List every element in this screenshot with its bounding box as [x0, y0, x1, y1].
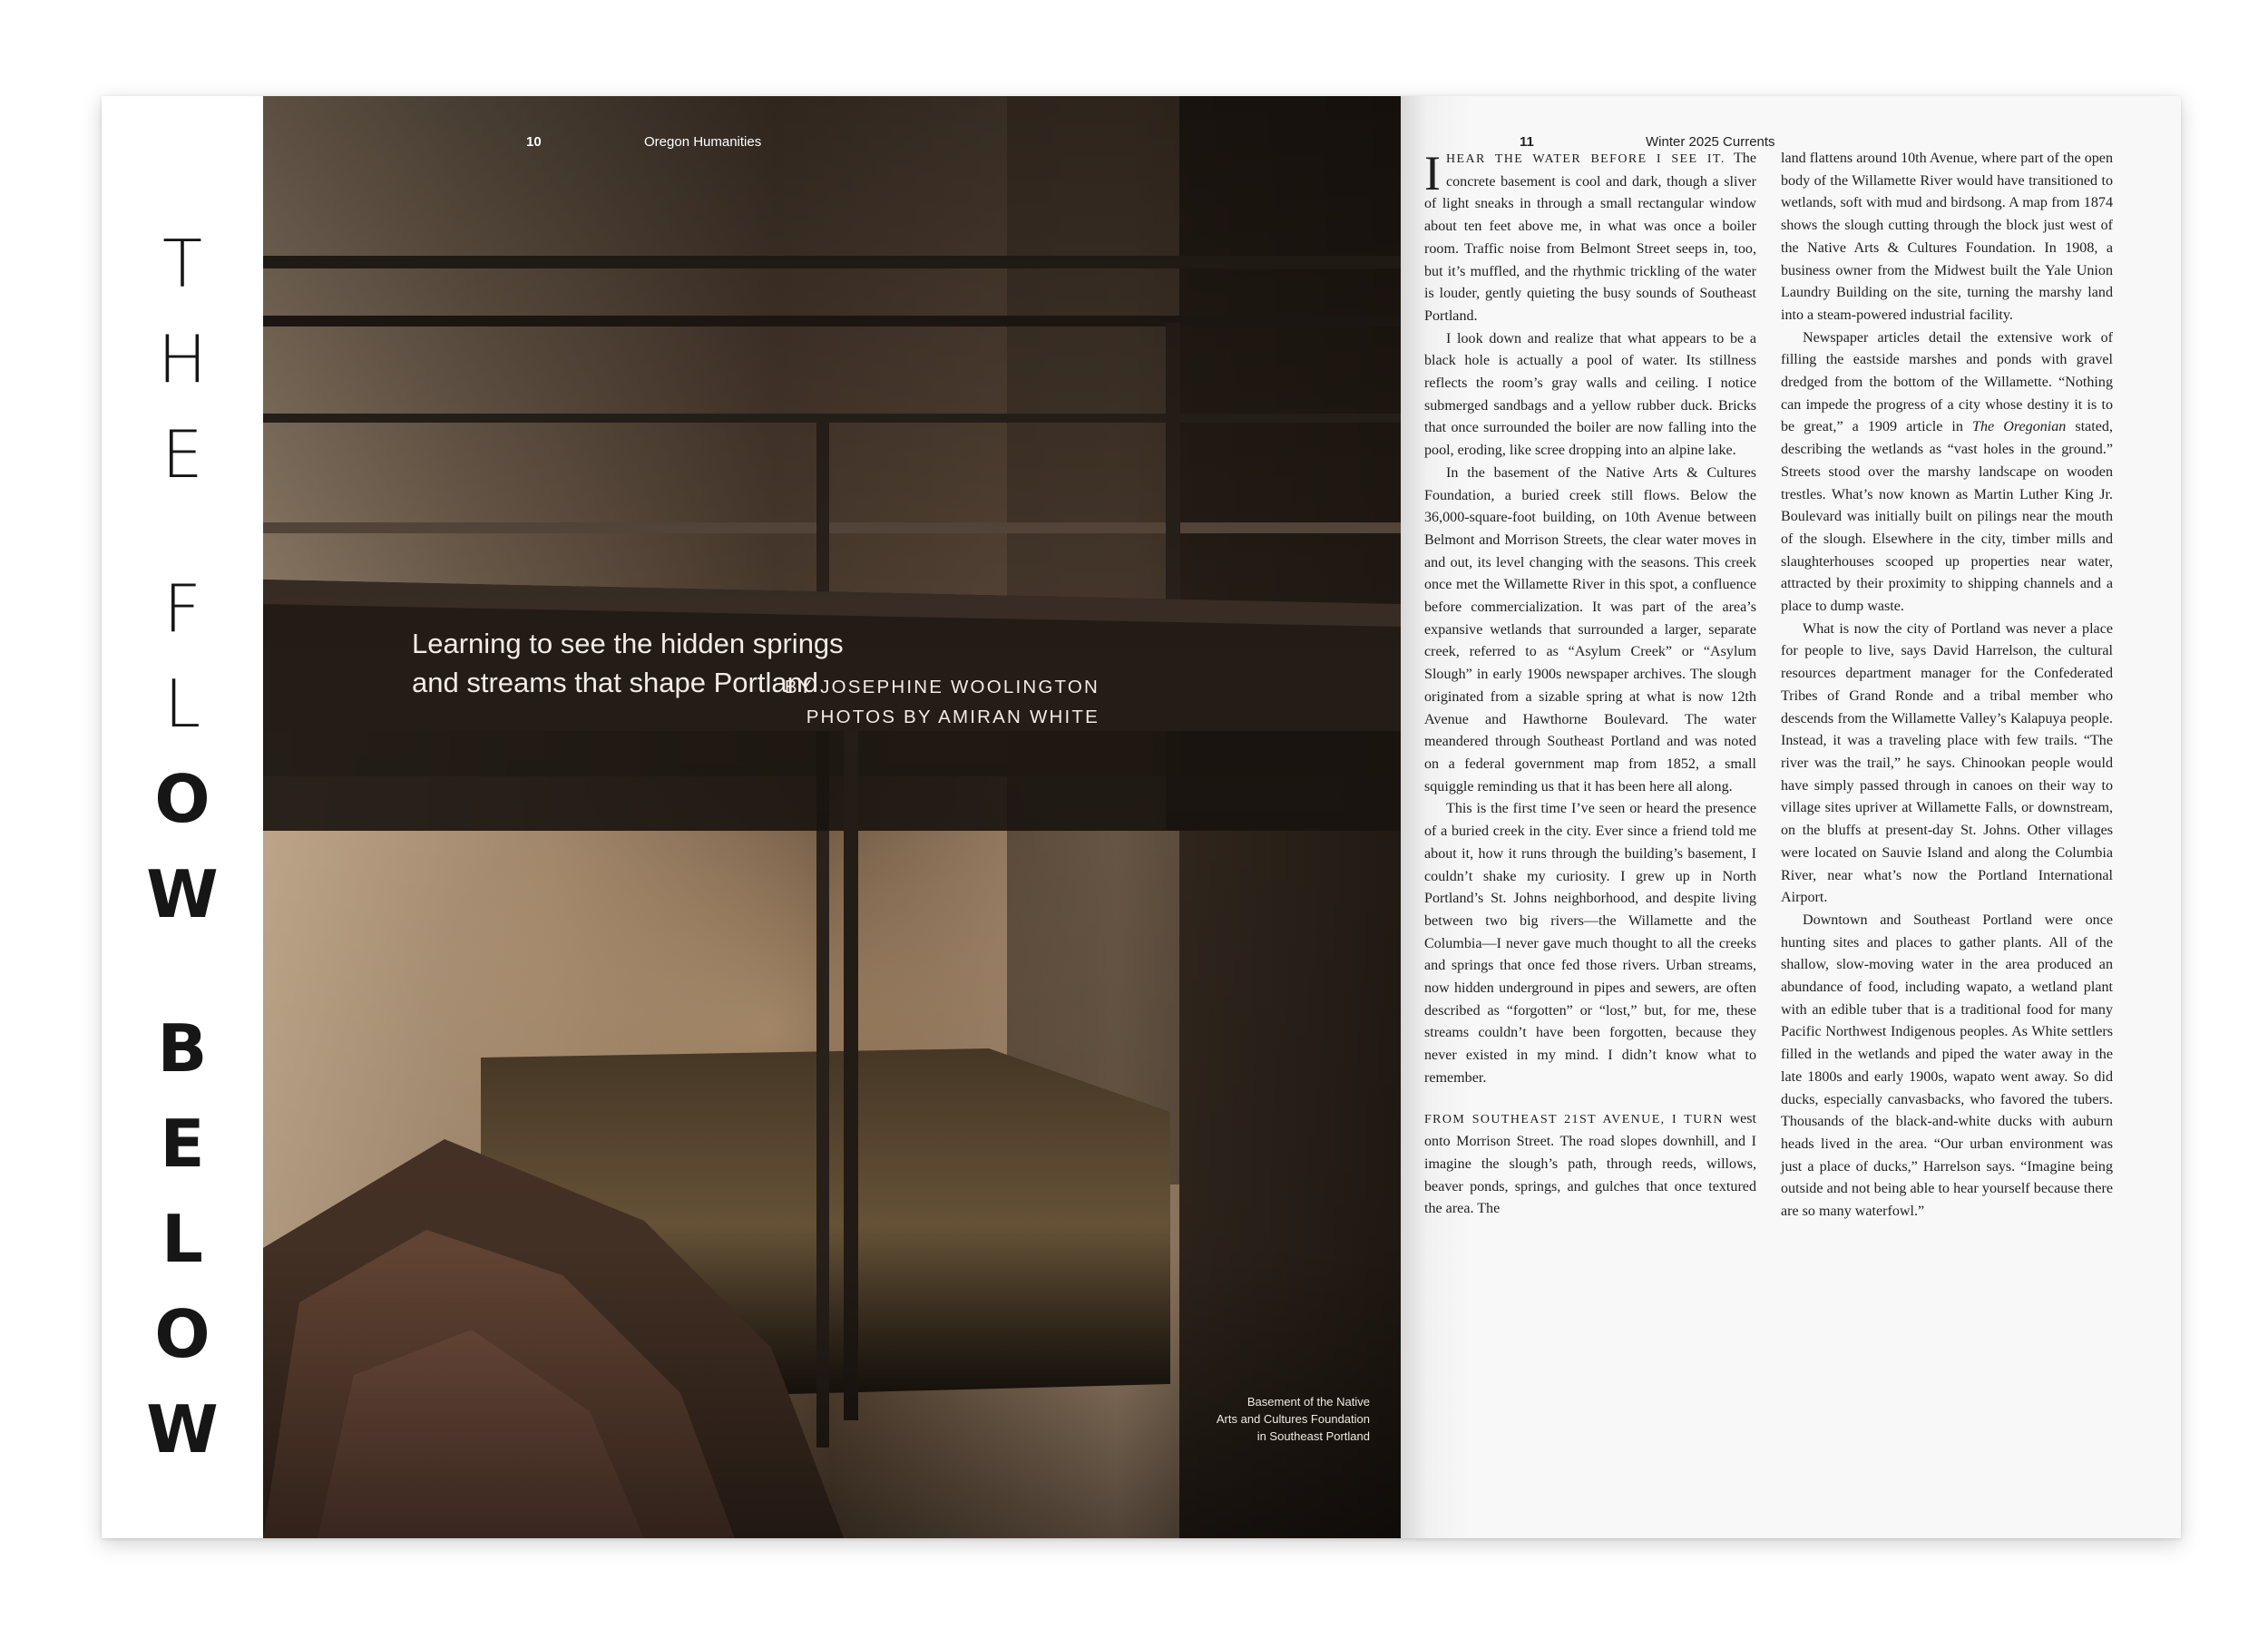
article-paragraph [1424, 148, 1756, 328]
title-letter: E [161, 416, 203, 492]
subtitle-line-2: and streams that shape Portland [412, 667, 819, 698]
article-paragraph [1424, 1108, 1756, 1222]
article-paragraph: In the basement of the Native Arts & Cultures Foundation, a buried creek still flows. Below the 36,000-square-foot building, on 10th Avenue between Belmont and Morrison Streets, the clear water moves in and out, its level changing with the seasons. This creek once met the Willamette River in this spot, a confluence before commercialization. It was part of the area’s expansive wetlands that surrounded a larger, separate creek, referred to as “Asylum Creek” or “Asylum Slough” in early 1900s newspaper archives. The slough originated from a sizable spring at what is now 12th Avenue and Hawthorne Boulevard. The water meandered through Southeast Portland and was noted on a federal government map from 1852, a small squiggle reminding us that it has been here all along. [1424, 464, 1756, 795]
publication-name: Oregon Humanities [644, 134, 762, 150]
article-paragraph: What is now the city of Portland was never a place for people to live, says David Harrelson, the cultural resources department manager for the Confederated Tribes of Grand Ronde and a tribal member who descends from the Willamette Valley’s Kalapuya people. Instead, it was a traveling place with few trails. “The river was the trail,” he says. Chinookan people would have simply passed through in canoes on their way to village sites upriver at Willamette Falls, or downstream, on the bluffs at present-day St. Johns. Other villages were located on Sauvie Island and along the Columbia River, near what’s now the Portland International Airport. [1781, 620, 2113, 906]
caption-line: in Southeast Portland [1256, 1429, 1370, 1443]
title-letter: O [154, 761, 210, 837]
article-paragraph: Downtown and Southeast Portland were once hunting sites and places to gather plants. All of the shallow, slow-moving water in the area produced an abundance of food, including wapato, a wetland plant with an edible tuber that is a traditional food for many Pacific Northwest Indigenous peoples. As White settlers filled in the wetlands and piped the water away in the late 1800s and early 1900s, wapato went away. So did ducks, especially canvasbacks, who favored the tubers. Thousands of the black-and-white ducks with auburn heads lived in the area. “Our urban environment was just a place of ducks,” Harrelson says. “Imagine being outside and not being able to hear yourself because there are so many waterfowl.” [1781, 911, 2113, 1220]
caption-line: Arts and Cultures Foundation [1216, 1412, 1370, 1426]
issue-label: Winter 2025 Currents [1646, 134, 1775, 150]
paragraph-text: The concrete basement is cool and dark, though a sliver of light sneaks in through a small rectangular window about ten feet above me, in what was once a boiler room. Traffic noise from Belmont Street seeps in, too, but it’s muffled, and the rhythmic trickling of the water is louder, gently quieting the busy sounds of Southeast Portland. [1424, 151, 1756, 324]
basement-photo-illustration [263, 96, 1401, 1538]
title-letter: H [157, 321, 208, 397]
paragraph-text: west onto Morrison Street. The road slopes downhill, and I imagine the slough’s path, through reeds, willows, beaver ponds, springs, and gulches that once textured the area. The [1424, 1110, 1756, 1217]
article-column-1 [1424, 148, 1756, 1221]
article-paragraph: This is the first time I’ve seen or heard the presence of a buried creek in the city. Ever since a friend told me about it, how it runs through the building’s basement, I couldn’t shake my curiosity. I grew up in North Portland’s St. Johns neighborhood, and despite living between two big rivers—the Willamette and the Columbia—I never gave much thought to all the creeks and springs that once fed those rivers. Urban streams, now hidden underground in pipes and sewers, are often described as “forgotten” or “lost,” but, for me, these streams couldn’t have been forgotten, because they never existed in my mind. I didn’t know what to remember. [1424, 801, 1756, 1086]
paragraph-text: stated, describing the wetlands as “vast holes in the ground.” Streets stood over the marshy landscape on wooden trestles. What’s now known as Martin Luther King Jr. Boulevard was initially built on pilings near the mouth of the slough. Elsewhere in the city, timber mills and slaughterhouses scooped up properties near water, attracted by their proximity to shipping channels and a place to dump waste. [1781, 419, 2113, 615]
title-letter: W [146, 856, 219, 932]
article-paragraph: land flattens around 10th Avenue, where part of the open body of the Willamette River would have transitioned to wetlands, soft with mud and birdsong. A map from 1874 shows the slough cutting through the block just west of the Native Arts & Cultures Foundation. In 1908, a business owner from the Midwest built the Yale Union Laundry Building on the site, turning the marshy land into a steam-powered industrial facility. [1781, 151, 2113, 323]
caption-line: Basement of the Native [1246, 1395, 1370, 1409]
photo-credit: PHOTOS BY AMIRAN WHITE [806, 707, 1100, 727]
title-letter: B [157, 1010, 208, 1087]
title-letter: O [154, 1296, 210, 1372]
article-paragraph [1781, 327, 2113, 619]
subtitle-line-1: Learning to see the hidden springs [412, 628, 844, 659]
page-number-left: 10 [526, 134, 542, 150]
author-credit: BY JOSEPHINE WOOLINGTON [784, 677, 1100, 697]
page-number-right: 11 [1520, 134, 1534, 150]
title-letter: E [160, 1106, 205, 1182]
newspaper-title: The Oregonian [1972, 419, 2067, 435]
title-letter: T [162, 226, 202, 302]
paragraph-text: Newspaper articles detail the extensive work of filling the eastside marshes and ponds with gravel dredged from the bottom of the Willamette. “Nothing can impede the progress of a city whose destiny it is to be great,” a 1909 article in [1781, 329, 2113, 435]
title-strip [102, 96, 263, 1538]
title-letter: L [161, 1201, 203, 1277]
title-letter: W [146, 1391, 219, 1467]
title-letter: L [163, 666, 201, 742]
article-paragraph: I look down and realize that what appears to be a black hole is actually a pool of water. Its stillness reflects the room’s gray walls and ceiling. I notice submerged sandbags and a yellow rubber duck. Bricks that once surrounded the boiler are now falling into the pool, eroding, like scree dropping into an alpine lake. [1424, 330, 1756, 459]
article-column-2 [1781, 148, 2113, 1223]
title-letter: F [163, 570, 201, 647]
photo-caption [1101, 1393, 1370, 1445]
section-lead-in: FROM SOUTHEAST 21ST AVENUE, I TURN [1424, 1112, 1724, 1126]
basement-photo [263, 96, 1401, 1538]
lead-in: HEAR THE WATER BEFORE I SEE IT. [1445, 152, 1725, 166]
drop-cap: I [1424, 146, 1441, 200]
byline [729, 672, 1100, 732]
